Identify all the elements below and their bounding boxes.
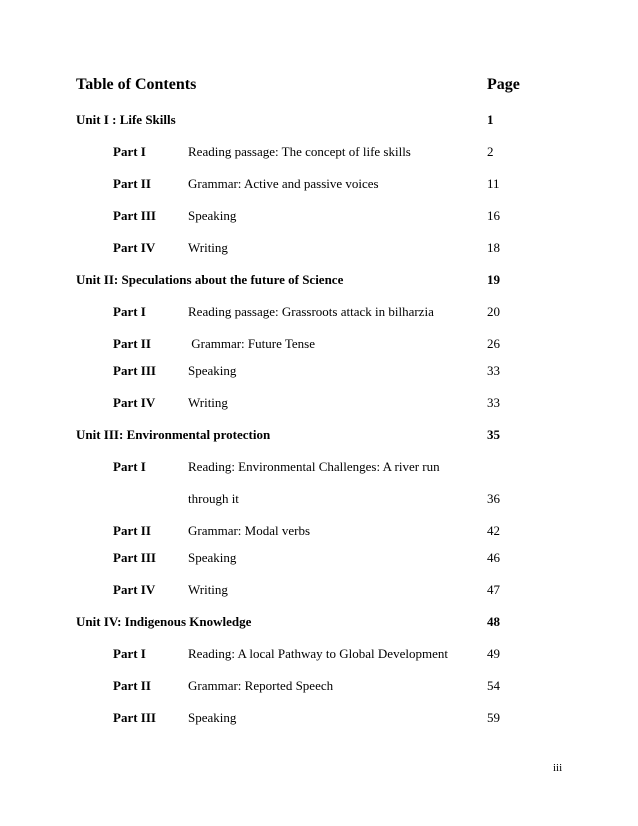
unit-title: Unit IV: Indigenous Knowledge (76, 614, 252, 629)
unit-row (0, 112, 638, 130)
unit-page-number: 35 (487, 427, 500, 442)
part-page-number: 54 (487, 678, 500, 693)
part-label: Part I (113, 459, 146, 474)
part-row (0, 144, 638, 162)
part-page-number: 42 (487, 523, 500, 538)
part-description: Speaking (188, 550, 237, 565)
part-label: Part III (113, 550, 156, 565)
part-label: Part III (113, 208, 156, 223)
unit-row (0, 427, 638, 445)
part-row (0, 304, 638, 322)
part-page-number: 59 (487, 710, 500, 725)
part-label: Part I (113, 646, 146, 661)
part-row (0, 336, 638, 354)
part-description: Writing (188, 582, 228, 597)
part-description: Writing (188, 240, 228, 255)
part-label: Part III (113, 363, 156, 378)
part-row (0, 363, 638, 381)
part-row (0, 176, 638, 194)
part-page-number: 18 (487, 240, 500, 255)
part-label: Part II (113, 523, 151, 538)
part-description: Reading: Environmental Challenges: A river run (188, 459, 440, 474)
part-row (0, 240, 638, 258)
part-page-number: 16 (487, 208, 500, 223)
part-label: Part II (113, 678, 151, 693)
part-description: Reading passage: Grassroots attack in bilharzia (188, 304, 434, 319)
part-row (0, 550, 638, 568)
part-row (0, 678, 638, 696)
part-description: Reading: A local Pathway to Global Development (188, 646, 448, 661)
part-label: Part I (113, 144, 146, 159)
part-row-continuation (0, 491, 638, 509)
part-page-number: 33 (487, 395, 500, 410)
part-description: Reading passage: The concept of life skills (188, 144, 411, 159)
part-description: Speaking (188, 363, 237, 378)
part-description: Grammar: Reported Speech (188, 678, 334, 693)
part-description: Speaking (188, 710, 237, 725)
part-label: Part IV (113, 395, 156, 410)
toc-heading-title: Table of Contents (76, 76, 197, 93)
part-row (0, 710, 638, 728)
unit-title: Unit I : Life Skills (76, 112, 176, 127)
unit-page-number: 19 (487, 272, 500, 287)
part-label: Part III (113, 710, 156, 725)
unit-title: Unit II: Speculations about the future of Science (76, 272, 344, 287)
page-folio: iii (553, 762, 563, 774)
part-page-number: 47 (487, 582, 500, 597)
part-page-number: 49 (487, 646, 500, 661)
part-page-number: 33 (487, 363, 500, 378)
part-description: Grammar: Modal verbs (188, 523, 311, 538)
part-label: Part II (113, 176, 151, 191)
part-description: Grammar: Active and passive voices (188, 176, 379, 191)
part-label: Part II (113, 336, 151, 351)
unit-title: Unit III: Environmental protection (76, 427, 271, 442)
part-page-number: 2 (487, 144, 494, 159)
part-row (0, 459, 638, 477)
part-page-number: 36 (487, 491, 500, 506)
part-label: Part I (113, 304, 146, 319)
unit-page-number: 48 (487, 614, 500, 629)
part-row (0, 582, 638, 600)
unit-row (0, 614, 638, 632)
part-description-continued: through it (188, 491, 239, 506)
part-page-number: 46 (487, 550, 500, 565)
part-page-number: 26 (487, 336, 500, 351)
unit-row (0, 272, 638, 290)
part-row (0, 646, 638, 664)
unit-page-number: 1 (487, 112, 494, 127)
part-label: Part IV (113, 582, 156, 597)
part-description: Writing (188, 395, 228, 410)
part-row (0, 523, 638, 541)
part-page-number: 11 (487, 176, 500, 191)
part-row (0, 208, 638, 226)
part-description: Grammar: Future Tense (188, 336, 316, 351)
part-page-number: 20 (487, 304, 500, 319)
part-description: Speaking (188, 208, 237, 223)
part-row (0, 395, 638, 413)
toc-heading-page: Page (487, 76, 520, 93)
part-label: Part IV (113, 240, 156, 255)
